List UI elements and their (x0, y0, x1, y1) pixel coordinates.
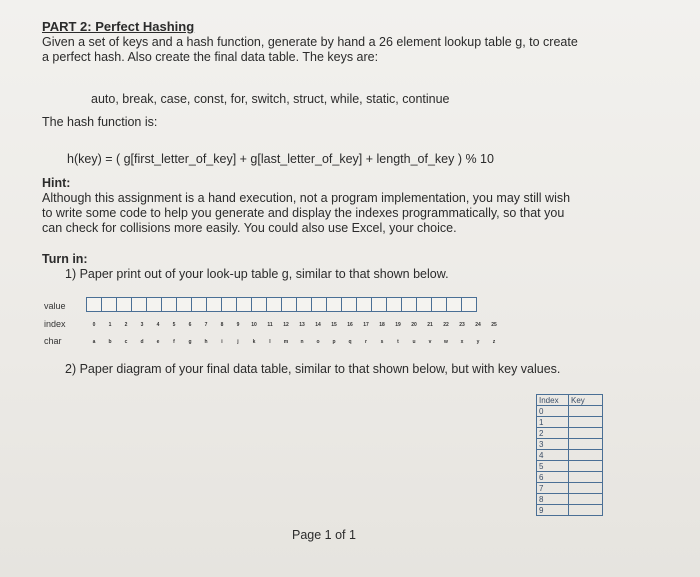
char-cell: f (173, 339, 175, 345)
value-row (86, 297, 476, 312)
char-cell: p (332, 339, 336, 345)
index-cell: 25 (491, 322, 497, 328)
turnin-title: Turn in: (42, 252, 88, 266)
index-cell: 11 (267, 322, 273, 328)
key-header: Key (569, 395, 603, 406)
char-cell: l (269, 339, 271, 345)
value-cell (251, 297, 267, 312)
index-cell: 2 (537, 428, 569, 439)
index-row (86, 322, 502, 328)
key-cell (569, 450, 603, 461)
char-cell: u (412, 339, 416, 345)
key-cell (569, 505, 603, 516)
index-cell: 6 (188, 322, 192, 328)
char-cell: q (348, 339, 352, 345)
char-cell: c (124, 339, 128, 345)
char-cell: n (300, 339, 304, 345)
index-cell: 4 (156, 322, 160, 328)
index-cell: 20 (411, 322, 417, 328)
key-cell (569, 483, 603, 494)
index-cell: 6 (537, 472, 569, 483)
index-cell: 1 (108, 322, 112, 328)
hash-formula: h(key) = ( g[first_letter_of_key] + g[last_letter_of_key] + length_of_key ) % 10 (67, 152, 494, 166)
char-cell: o (316, 339, 320, 345)
value-cell (206, 297, 222, 312)
index-cell: 23 (459, 322, 465, 328)
char-cell: e (156, 339, 160, 345)
value-cell (86, 297, 102, 312)
hash-label: The hash function is: (42, 115, 158, 129)
value-cell (446, 297, 462, 312)
index-cell: 0 (92, 322, 96, 328)
value-row-label: value (44, 301, 66, 311)
page-title: PART 2: Perfect Hashing (42, 19, 195, 34)
value-cell (236, 297, 252, 312)
char-cell: j (237, 339, 239, 345)
char-cell: h (204, 339, 208, 345)
value-cell (416, 297, 432, 312)
value-cell (401, 297, 417, 312)
index-cell: 22 (443, 322, 449, 328)
char-cell: x (460, 339, 464, 345)
index-cell: 4 (537, 450, 569, 461)
char-cell: d (140, 339, 144, 345)
value-cell (341, 297, 357, 312)
value-cell (311, 297, 327, 312)
char-cell: z (492, 339, 496, 345)
key-cell (569, 461, 603, 472)
index-cell: 12 (283, 322, 289, 328)
value-cell (386, 297, 402, 312)
value-cell (116, 297, 132, 312)
index-cell: 3 (537, 439, 569, 450)
index-row-label: index (44, 319, 66, 329)
key-cell (569, 406, 603, 417)
key-cell (569, 439, 603, 450)
index-cell: 5 (537, 461, 569, 472)
char-cell: t (397, 339, 399, 345)
data-table (536, 394, 603, 516)
key-cell (569, 472, 603, 483)
value-cell (161, 297, 177, 312)
char-row (86, 339, 502, 345)
value-cell (176, 297, 192, 312)
char-cell: r (365, 339, 367, 345)
table-row (537, 505, 603, 516)
char-cell: a (92, 339, 96, 345)
turnin-item-1: 1) Paper print out of your look-up table g, similar to that shown below. (65, 267, 449, 281)
value-cell (101, 297, 117, 312)
table-row (537, 428, 603, 439)
value-cell (191, 297, 207, 312)
table-row (537, 472, 603, 483)
value-cell (221, 297, 237, 312)
hint-title: Hint: (42, 176, 71, 190)
char-cell: k (252, 339, 256, 345)
hint-line-2: to write some code to help you generate and display the indexes programmatically, so that you (42, 206, 565, 220)
value-cell (131, 297, 147, 312)
index-cell: 14 (315, 322, 321, 328)
value-cell (266, 297, 282, 312)
index-cell: 9 (236, 322, 240, 328)
index-cell: 8 (220, 322, 224, 328)
char-cell: s (380, 339, 384, 345)
table-row (537, 494, 603, 505)
key-cell (569, 494, 603, 505)
char-cell: b (108, 339, 112, 345)
turnin-item-2: 2) Paper diagram of your final data table, similar to that shown below, but with key values. (65, 362, 561, 376)
index-cell: 21 (427, 322, 433, 328)
value-cell (461, 297, 477, 312)
index-cell: 16 (347, 322, 353, 328)
index-cell: 18 (379, 322, 385, 328)
table-row (537, 406, 603, 417)
char-cell: y (476, 339, 480, 345)
index-cell: 3 (140, 322, 144, 328)
index-cell: 13 (299, 322, 305, 328)
table-row (537, 461, 603, 472)
intro-line-2: a perfect hash. Also create the final data table. The keys are: (42, 50, 379, 64)
keys-list: auto, break, case, const, for, switch, struct, while, static, continue (91, 92, 450, 106)
table-row (537, 483, 603, 494)
hint-line-3: can check for collisions more easily. You could also use Excel, your choice. (42, 221, 457, 235)
value-cell (146, 297, 162, 312)
value-cell (431, 297, 447, 312)
char-cell: w (444, 339, 448, 345)
index-cell: 8 (537, 494, 569, 505)
char-cell: g (188, 339, 192, 345)
intro-line-1: Given a set of keys and a hash function, generate by hand a 26 element lookup table g, to create (42, 35, 578, 49)
index-cell: 5 (172, 322, 176, 328)
value-cell (281, 297, 297, 312)
table-row (537, 417, 603, 428)
index-cell: 7 (537, 483, 569, 494)
char-cell: i (221, 339, 223, 345)
value-cell (371, 297, 387, 312)
index-cell: 2 (124, 322, 128, 328)
index-cell: 0 (537, 406, 569, 417)
index-cell: 15 (331, 322, 337, 328)
index-cell: 9 (537, 505, 569, 516)
hint-line-1: Although this assignment is a hand execution, not a program implementation, you may still wish (42, 191, 571, 205)
table-row (537, 439, 603, 450)
index-cell: 1 (537, 417, 569, 428)
key-cell (569, 428, 603, 439)
index-cell: 10 (251, 322, 257, 328)
value-cell (356, 297, 372, 312)
index-cell: 17 (363, 322, 369, 328)
value-cell (296, 297, 312, 312)
value-cell (326, 297, 342, 312)
char-cell: m (283, 339, 289, 345)
key-cell (569, 417, 603, 428)
index-cell: 19 (395, 322, 401, 328)
page-footer: Page 1 of 1 (292, 528, 356, 542)
char-row-label: char (44, 336, 62, 346)
index-header: Index (537, 395, 569, 406)
char-cell: v (428, 339, 432, 345)
table-row (537, 450, 603, 461)
index-cell: 24 (475, 322, 481, 328)
index-cell: 7 (204, 322, 208, 328)
